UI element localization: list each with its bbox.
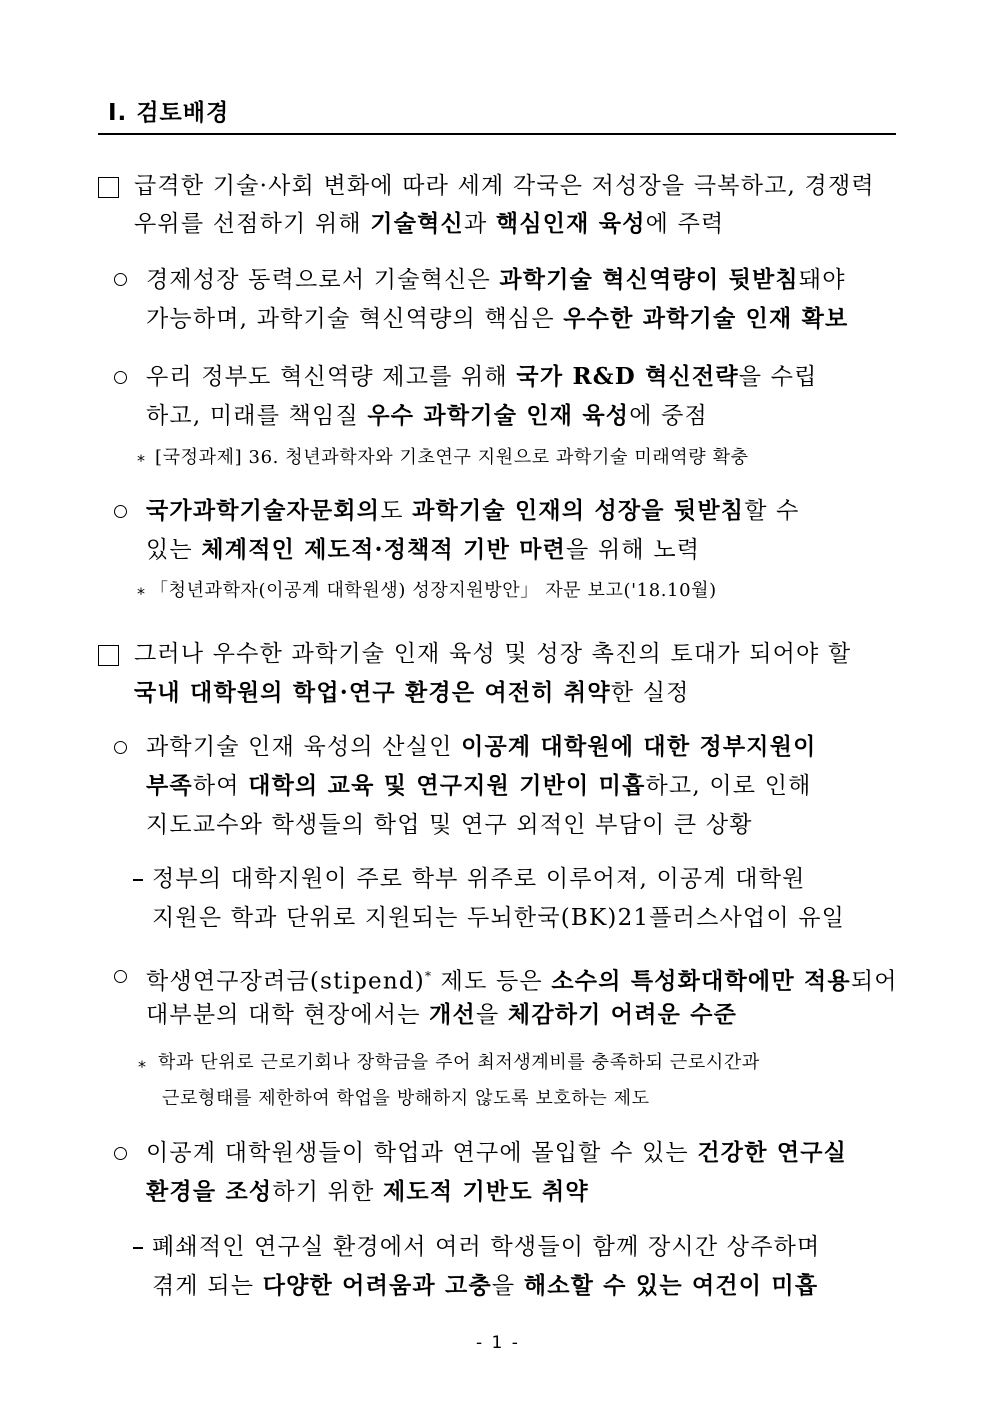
square-bullet-icon: [98, 177, 119, 198]
paragraph-line: 그러나 우수한 과학기술 인재 육성 및 성장 촉진의 토대가 되어야 할: [134, 641, 852, 667]
paragraph-line: 급격한 기술·사회 변화에 따라 세계 각국은 저성장을 극복하고, 경쟁력: [134, 173, 875, 199]
paragraph-line: 정부의 대학지원이 주로 학부 위주로 이루어져, 이공계 대학원: [152, 866, 806, 892]
paragraph-line: 부족하여 대학의 교육 및 연구지원 기반이 미흡하고, 이로 인해: [146, 772, 812, 799]
page-number: - 1 -: [476, 1333, 520, 1353]
paragraph-line: 국내 대학원의 학업·연구 환경은 여전히 취약한 실정: [134, 679, 690, 706]
heading-underline: [98, 133, 896, 135]
square-bullet-icon: [98, 645, 119, 666]
paragraph-line: 하고, 미래를 책임질 우수 과학기술 인재 육성에 중점: [146, 402, 708, 429]
paragraph-line: 지원은 학과 단위로 지원되는 두뇌한국(BK)21플러스사업이 유일: [152, 905, 846, 931]
footnote-marker: *: [138, 1057, 146, 1076]
paragraph-line: 국가과학기술자문회의도 과학기술 인재의 성장을 뒷받침할 수: [146, 497, 800, 524]
footnote-text: 「청년과학자(이공계 대학원생) 성장지원방안」 자문 보고('18.10월): [150, 580, 717, 601]
section-heading: [108, 94, 229, 127]
paragraph-line: 이공계 대학원생들이 학업과 연구에 몰입할 수 있는 건강한 연구실: [146, 1139, 848, 1166]
circle-bullet-icon: [114, 1147, 127, 1160]
circle-bullet-icon: [114, 741, 127, 754]
paragraph-line: 우리 정부도 혁신역량 제고를 위해 국가 R&D 혁신전략을 수립: [146, 363, 818, 390]
paragraph-line: 겪게 되는 다양한 어려움과 고충을 해소할 수 있는 여건이 미흡: [152, 1272, 819, 1299]
paragraph-line: 가능하며, 과학기술 혁신역량의 핵심은 우수한 과학기술 인재 확보: [146, 305, 849, 332]
footnote-text: 근로형태를 제한하여 학업을 방해하지 않도록 보호하는 제도: [162, 1088, 650, 1109]
paragraph-line: 환경을 조성하기 위한 제도적 기반도 취약: [146, 1178, 589, 1205]
circle-bullet-icon: [114, 371, 127, 384]
dash-bullet-icon: [133, 1247, 143, 1249]
paragraph-line: 폐쇄적인 연구실 환경에서 여러 학생들이 함께 장시간 상주하며: [152, 1234, 821, 1260]
section-number: Ⅰ.: [108, 100, 128, 126]
footnote-text: [국정과제] 36. 청년과학자와 기초연구 지원으로 과학기술 미래역량 확충: [155, 447, 749, 468]
section-title: 검토배경: [136, 100, 230, 126]
circle-bullet-icon: [114, 505, 127, 518]
paragraph-line: 경제성장 동력으로서 기술혁신은 과학기술 혁신역량이 뒷받침돼야: [146, 266, 846, 293]
paragraph-line: 과학기술 인재 육성의 산실인 이공계 대학원에 대한 정부지원이: [146, 733, 817, 760]
paragraph-line: 대부분의 대학 현장에서는 개선을 체감하기 어려운 수준: [146, 1001, 738, 1028]
footnote-text: 학과 단위로 근로기회나 장학금을 주어 최저생계비를 충족하되 근로시간과: [158, 1052, 760, 1073]
footnote-marker: *: [137, 584, 145, 603]
footnote-marker: *: [137, 451, 145, 470]
paragraph-line: 지도교수와 학생들의 학업 및 연구 외적인 부담이 큰 상황: [146, 812, 753, 838]
paragraph-line: 학생연구장려금(stipend)* 제도 등은 소수의 특성화대학에만 적용되어: [146, 967, 898, 995]
circle-bullet-icon: [114, 970, 127, 983]
paragraph-line: 있는 체계적인 제도적·정책적 기반 마련을 위해 노력: [146, 536, 701, 563]
dash-bullet-icon: [133, 879, 143, 881]
circle-bullet-icon: [114, 273, 127, 286]
paragraph-line: 우위를 선점하기 위해 기술혁신과 핵심인재 육성에 주력: [134, 210, 725, 237]
